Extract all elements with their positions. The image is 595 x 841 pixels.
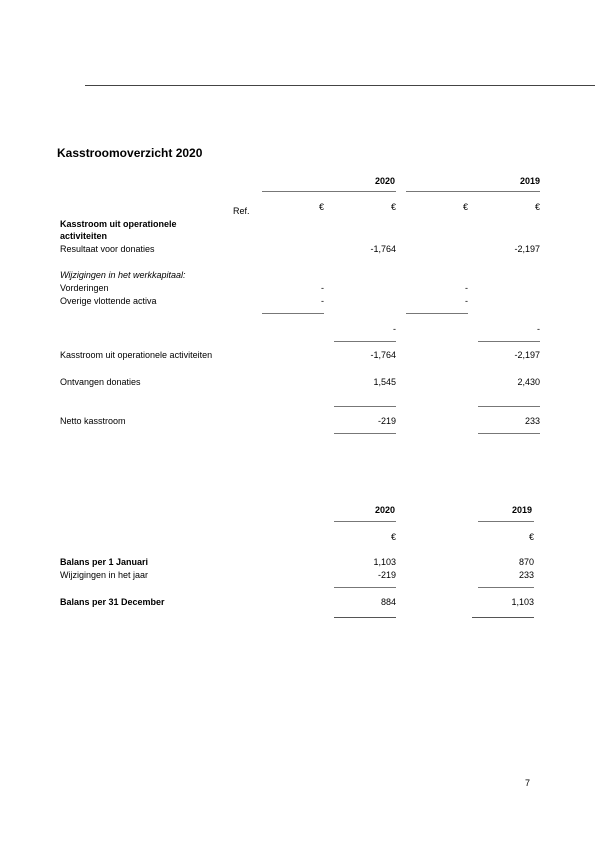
currency-prior-sub: € bbox=[462, 202, 468, 212]
currency-current-sub: € bbox=[318, 202, 324, 212]
row-resultaat-current: -1,764 bbox=[370, 244, 396, 254]
row-resultaat-label: Resultaat voor donaties bbox=[60, 244, 155, 254]
row-changes-current: -219 bbox=[377, 570, 396, 580]
currency-prior: € bbox=[534, 202, 540, 212]
row-operationele-label: Kasstroom uit operationele activiteiten bbox=[60, 350, 213, 360]
row-donaties-label: Ontvangen donaties bbox=[60, 377, 141, 387]
closing-rule-current bbox=[334, 587, 396, 588]
row-closing-current: 884 bbox=[380, 597, 396, 607]
row-overige-current: - bbox=[321, 296, 324, 306]
netto-bottom-rule-current bbox=[334, 433, 396, 434]
row-overige-prior: - bbox=[465, 296, 468, 306]
row-donaties-prior: 2,430 bbox=[517, 377, 540, 387]
row-closing-prior: 1,103 bbox=[511, 597, 534, 607]
closing-rule-prior bbox=[478, 587, 534, 588]
balance-year-current: 2020 bbox=[374, 505, 395, 515]
row-resultaat-prior: -2,197 bbox=[514, 244, 540, 254]
subtotal-total-rule-prior bbox=[478, 341, 540, 342]
netto-rule-prior bbox=[478, 406, 540, 407]
page-title: Kasstroomoverzicht 2020 bbox=[57, 146, 203, 160]
row-vorderingen-label: Vorderingen bbox=[60, 283, 109, 293]
row-overige-label: Overige vlottende activa bbox=[60, 296, 157, 306]
row-changes-label: Wijzigingen in het jaar bbox=[60, 570, 149, 580]
row-operationele-current: -1,764 bbox=[370, 350, 396, 360]
subtotal-rule-current bbox=[262, 313, 324, 314]
row-subtotal-prior: - bbox=[537, 324, 540, 334]
closing-double-rule-prior bbox=[472, 617, 534, 618]
row-opening-current: 1,103 bbox=[373, 557, 396, 567]
cashflow-year-current-rule bbox=[262, 191, 396, 192]
wijzigingen-heading: Wijzigingen in het werkkapitaal: bbox=[60, 270, 186, 280]
row-vorderingen-current: - bbox=[321, 283, 324, 293]
row-netto-prior: 233 bbox=[524, 416, 540, 426]
row-netto-current: -219 bbox=[377, 416, 396, 426]
cashflow-year-current: 2020 bbox=[374, 176, 395, 186]
balance-currency-current: € bbox=[390, 532, 396, 542]
netto-bottom-rule-prior bbox=[478, 433, 540, 434]
header-rule bbox=[85, 85, 595, 86]
cashflow-year-prior: 2019 bbox=[519, 176, 540, 186]
row-netto-label: Netto kasstroom bbox=[60, 416, 126, 426]
cashflow-year-prior-rule bbox=[406, 191, 540, 192]
section-heading-operationele: Kasstroom uit operationele bbox=[60, 219, 177, 229]
subtotal-rule-prior bbox=[406, 313, 468, 314]
netto-rule-current bbox=[334, 406, 396, 407]
closing-double-rule-current bbox=[334, 617, 396, 618]
balance-year-prior-rule bbox=[478, 521, 534, 522]
section-heading-operationele-line2: activiteiten bbox=[60, 231, 108, 241]
row-opening-prior: 870 bbox=[518, 557, 534, 567]
row-closing-label: Balans per 31 December bbox=[60, 597, 165, 607]
balance-year-current-rule bbox=[334, 521, 396, 522]
row-operationele-prior: -2,197 bbox=[514, 350, 540, 360]
currency-current: € bbox=[390, 202, 396, 212]
ref-label: Ref. bbox=[233, 206, 250, 216]
balance-year-prior: 2019 bbox=[511, 505, 532, 515]
page-number: 7 bbox=[525, 778, 531, 788]
row-subtotal-current: - bbox=[393, 324, 396, 334]
subtotal-total-rule-current bbox=[334, 341, 396, 342]
row-changes-prior: 233 bbox=[518, 570, 534, 580]
row-vorderingen-prior: - bbox=[465, 283, 468, 293]
row-donaties-current: 1,545 bbox=[373, 377, 396, 387]
balance-currency-prior: € bbox=[528, 532, 534, 542]
row-opening-label: Balans per 1 Januari bbox=[60, 557, 149, 567]
